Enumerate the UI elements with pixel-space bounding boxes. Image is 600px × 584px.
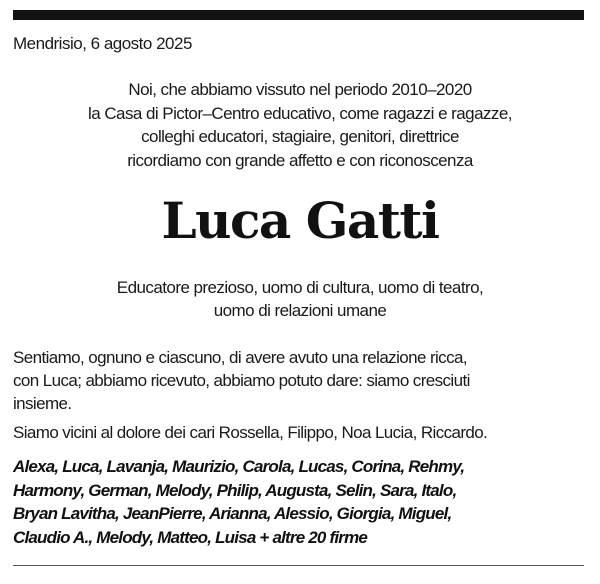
epithet-line: uomo di relazioni umane xyxy=(213,301,387,320)
top-border-bar xyxy=(13,10,584,20)
message-body xyxy=(13,346,588,450)
message-line: Sentiamo, ognuno e ciascuno, di avere avuto una relazione ricca, xyxy=(13,348,467,367)
signatures-block xyxy=(13,455,588,549)
dateline: Mendrisio, 6 agosto 2025 xyxy=(13,34,192,53)
condolence-paragraph xyxy=(13,421,588,444)
intro-line: la Casa di Pictor–Centro educativo, come ragazzi e ragazze, xyxy=(88,103,512,123)
intro-line: Noi, che abbiamo vissuto nel periodo 2010–2020 xyxy=(128,80,472,99)
intro-block xyxy=(0,78,600,172)
signature-line: Claudio A., Melody, Matteo, Luisa + altre 20 firme xyxy=(13,527,368,547)
message-paragraph xyxy=(13,346,588,415)
intro-line: ricordiamo con grande affetto e con riconoscenza xyxy=(127,150,473,170)
message-line: Siamo vicini al dolore dei cari Rossella, Filippo, Noa Lucia, Riccardo. xyxy=(13,423,488,442)
message-line: insieme. xyxy=(13,394,72,413)
intro-line: colleghi educatori, stagiaire, genitori, direttrice xyxy=(141,127,459,146)
epithet-block xyxy=(0,276,600,322)
message-line: con Luca; abbiamo ricevuto, abbiamo potuto dare: siamo cresciuti xyxy=(13,371,470,390)
signature-line: Alexa, Luca, Lavanja, Maurizio, Carola, Lucas, Corina, Rehmy, xyxy=(13,457,465,476)
signature-line: Harmony, German, Melody, Philip, Augusta, Selin, Sara, Italo, xyxy=(13,480,457,500)
bottom-divider xyxy=(13,565,584,566)
deceased-name: Luca Gatti xyxy=(161,191,439,250)
signature-line: Bryan Lavitha, JeanPierre, Arianna, Alessio, Giorgia, Miguel, xyxy=(13,504,452,523)
epithet-line: Educatore prezioso, uomo di cultura, uomo di teatro, xyxy=(116,278,484,297)
